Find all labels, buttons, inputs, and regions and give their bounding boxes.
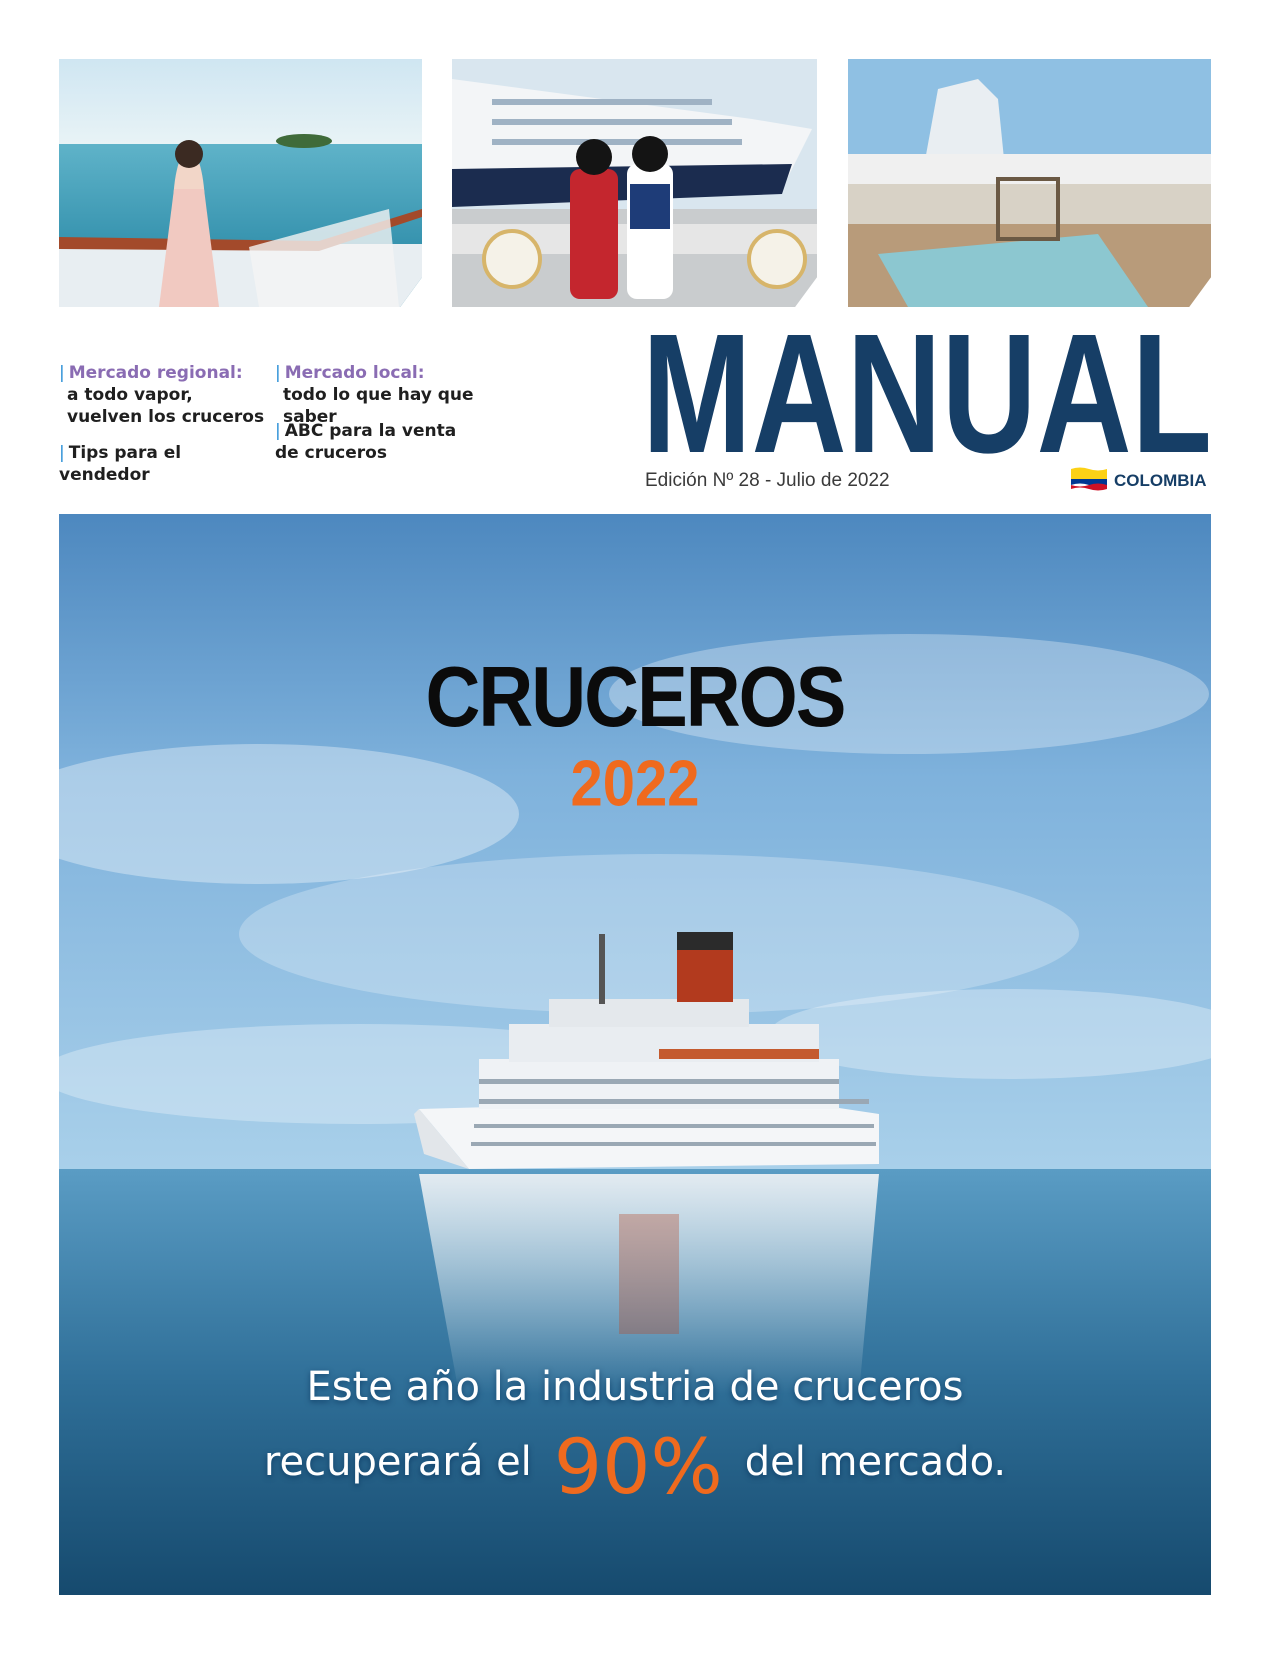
colombia-flag-icon (1070, 465, 1108, 493)
teaser-lead: Mercado regional: (68, 363, 243, 383)
teaser-text: Tips para el vendedor (59, 443, 182, 485)
teaser-text: todo lo que hay que saber (283, 385, 474, 427)
country-label: COLOMBIA (1114, 471, 1207, 490)
teaser-abc-venta[interactable]: | ABC para la venta de cruceros (275, 421, 457, 463)
hero-cover-image (59, 514, 1211, 1595)
country-tag (1070, 465, 1213, 495)
teaser-mercado-regional[interactable]: | Mercado regional: a todo vapor, vuelven los cruceros (59, 362, 269, 428)
teaser-tips-vendedor[interactable]: | Tips para el vendedor (59, 443, 182, 485)
teaser-mercado-local[interactable]: | Mercado local: todo lo que hay que saber (275, 362, 485, 428)
hero-headline-after: del mercado. (744, 1439, 1007, 1485)
hero-headline-line1: Este año la industria de cruceros (306, 1364, 964, 1410)
teaser-lead: Mercado local: (284, 363, 425, 383)
hero-headline-line2 (59, 1422, 1211, 1511)
masthead-logo (640, 322, 1215, 467)
photo-woman-on-ship-deck (59, 59, 422, 307)
photo-cruise-pool-deck (848, 59, 1211, 307)
cover-teasers (59, 362, 479, 485)
photo-disney-wish-ship (452, 59, 817, 307)
hero-percent: 90% (553, 1422, 723, 1511)
teaser-text: ABC para la venta de cruceros (275, 421, 457, 463)
masthead-title: MANUAL (642, 322, 1212, 467)
teaser-text: a todo vapor, vuelven los cruceros (67, 385, 265, 427)
edition-info: Edición Nº 28 - Julio de 2022 (645, 470, 890, 491)
hero-year: 2022 (570, 747, 700, 820)
hero-headline-before: recuperará el (263, 1439, 532, 1485)
hero-title: CRUCEROS (425, 649, 845, 746)
